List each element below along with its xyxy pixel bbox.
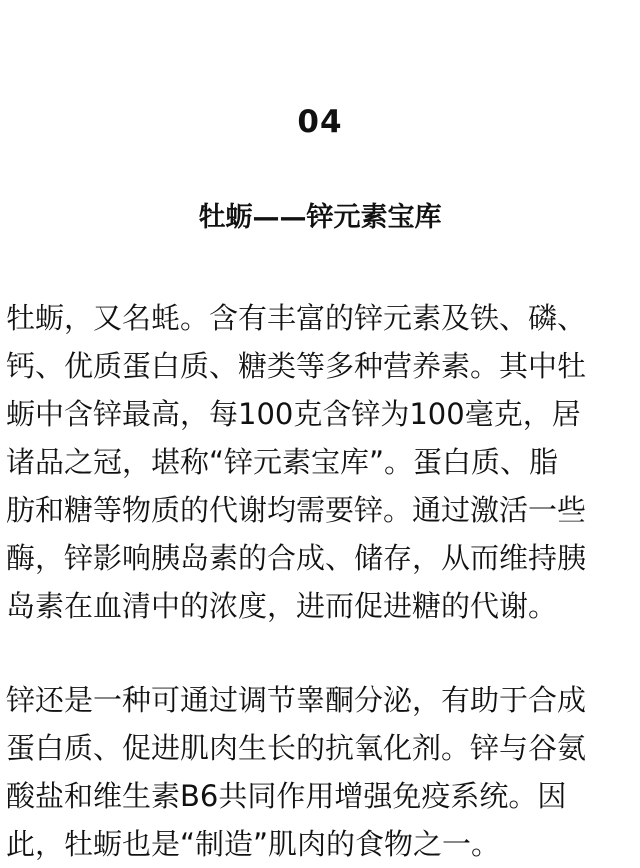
paragraph-zinc-treasury xyxy=(6,294,634,630)
paragraph-line: 锌还是一种可通过调节睾酮分泌，有助于合成 xyxy=(6,683,587,717)
section-title: 牡蛎——锌元素宝库 xyxy=(198,202,442,233)
paragraph-line: 此，牡蛎也是“制造”肌肉的食物之一。 xyxy=(6,827,501,861)
paragraph-muscle-food xyxy=(6,676,634,868)
paragraph-line: 蛋白质、促进肌肉生长的抗氧化剂。锌与谷氨 xyxy=(6,731,587,765)
paragraph-line: 牡蛎，又名蚝。含有丰富的锌元素及铁、磷、 xyxy=(6,301,587,335)
section-number: 04 xyxy=(297,104,343,140)
paragraph-line: 蛎中含锌最高，每100克含锌为100毫克，居 xyxy=(6,397,581,431)
paragraph-line: 岛素在血清中的浓度，进而促进糖的代谢。 xyxy=(6,589,558,623)
paragraph-line: 酶，锌影响胰岛素的合成、储存，从而维持胰 xyxy=(6,541,587,575)
paragraph-line: 钙、优质蛋白质、糖类等多种营养素。其中牡 xyxy=(6,349,587,383)
paragraph-line: 诸品之冠，堪称“锌元素宝库”。蛋白质、脂 xyxy=(6,445,559,479)
paragraph-line: 肪和糖等物质的代谢均需要锌。通过激活一些 xyxy=(6,493,587,527)
paragraph-line: 酸盐和维生素B6共同作用增强免疫系统。因 xyxy=(6,779,567,813)
